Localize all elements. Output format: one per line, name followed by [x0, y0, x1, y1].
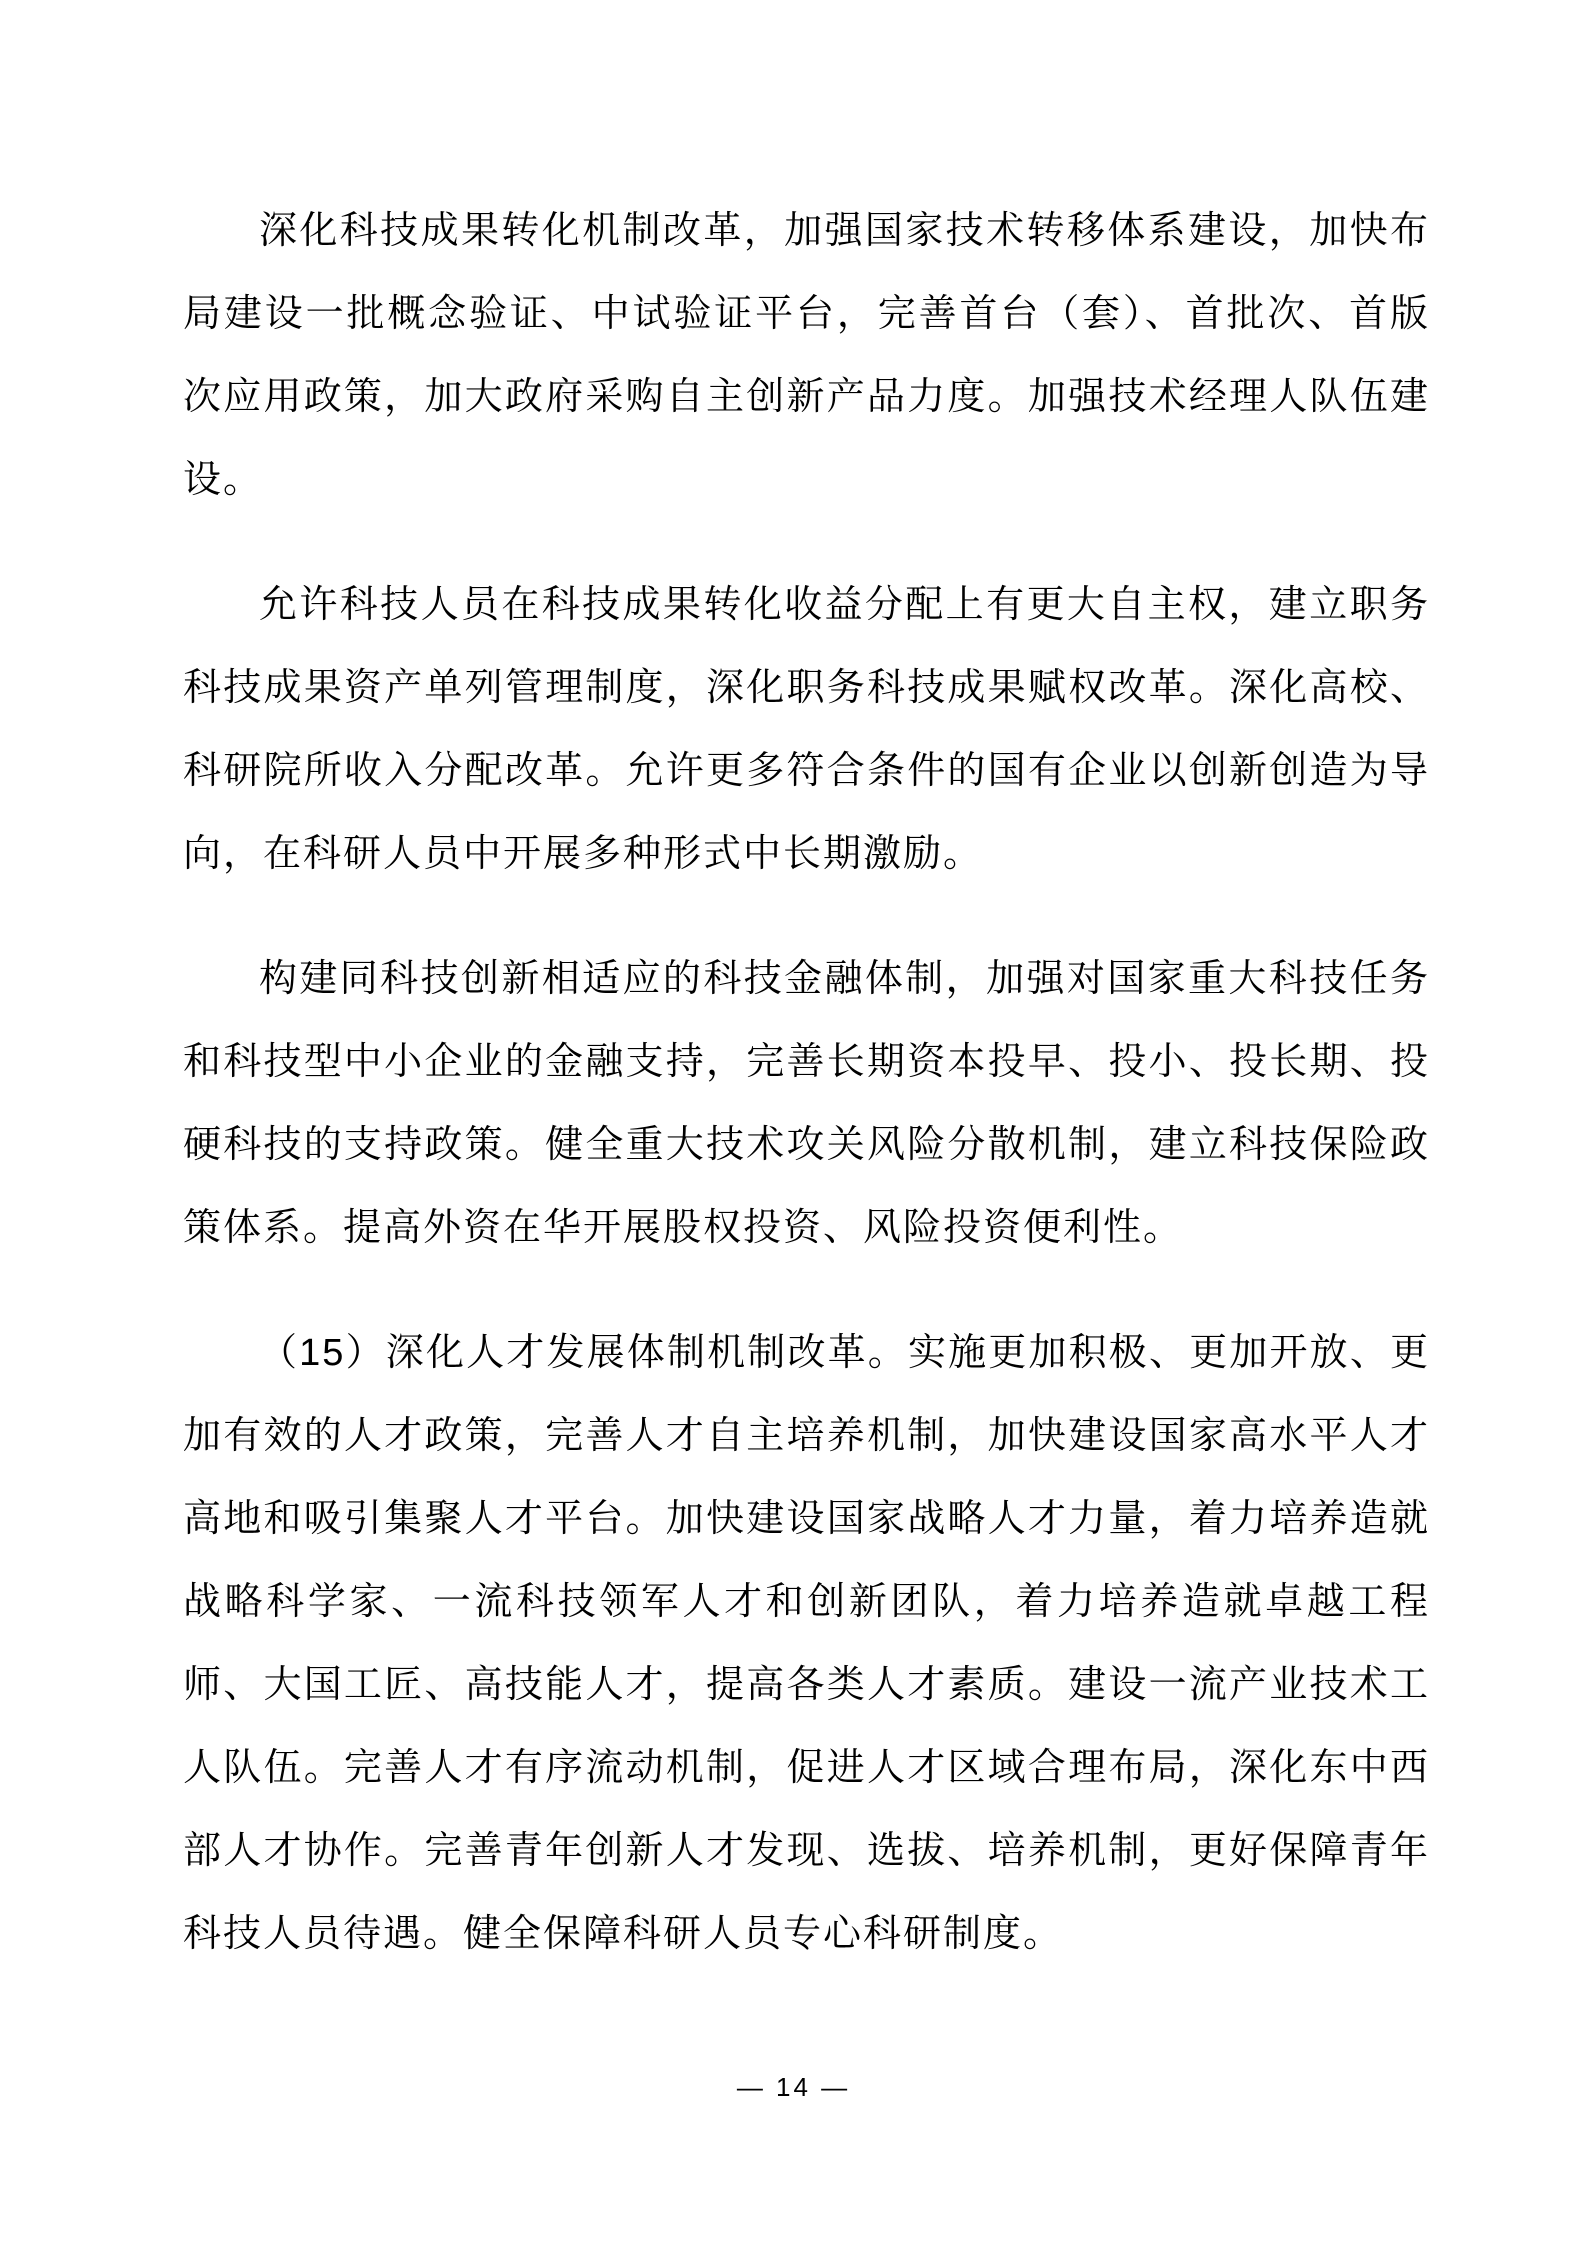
body-paragraph-tech-transfer: 深化科技成果转化机制改革，加强国家技术转移体系建设，加快布局建设一批概念验证、中试验证平台，完善首台（套）、首批次、首版次应用政策，加大政府采购自主创新产品力度。加强技术经理人队伍建设。 [183, 210, 1430, 501]
body-paragraph-income-distribution: 允许科技人员在科技成果转化收益分配上有更大自主权，建立职务科技成果资产单列管理制度，深化职务科技成果赋权改革。深化高校、科研院所收入分配改革。允许更多符合条件的国有企业以创新创造为导向，在科研人员中开展多种形式中长期激励。 [183, 584, 1430, 875]
body-paragraph-tech-finance: 构建同科技创新相适应的科技金融体制，加强对国家重大科技任务和科技型中小企业的金融支持，完善长期资本投早、投小、投长期、投硬科技的支持政策。健全重大技术攻关风险分散机制，建立科技保险政策体系。提高外资在华开展股权投资、风险投资便利性。 [183, 958, 1430, 1249]
body-paragraph-talent-reform: （15）深化人才发展体制机制改革。实施更加积极、更加开放、更加有效的人才政策，完善人才自主培养机制，加快建设国家高水平人才高地和吸引集聚人才平台。加快建设国家战略人才力量，着力培养造就战略科学家、一流科技领军人才和创新团队，着力培养造就卓越工程师、大国工匠、高技能人才，提高各类人才素质。建设一流产业技术工人队伍。完善人才有序流动机制，促进人才区域合理布局，深化东中西部人才协作。完善青年创新人才发现、选拔、培养机制，更好保障青年科技人员待遇。健全保障科研人员专心科研制度。 [183, 1332, 1430, 1955]
document-body [183, 190, 1430, 1976]
page-number: — 14 — [736, 2072, 851, 2102]
